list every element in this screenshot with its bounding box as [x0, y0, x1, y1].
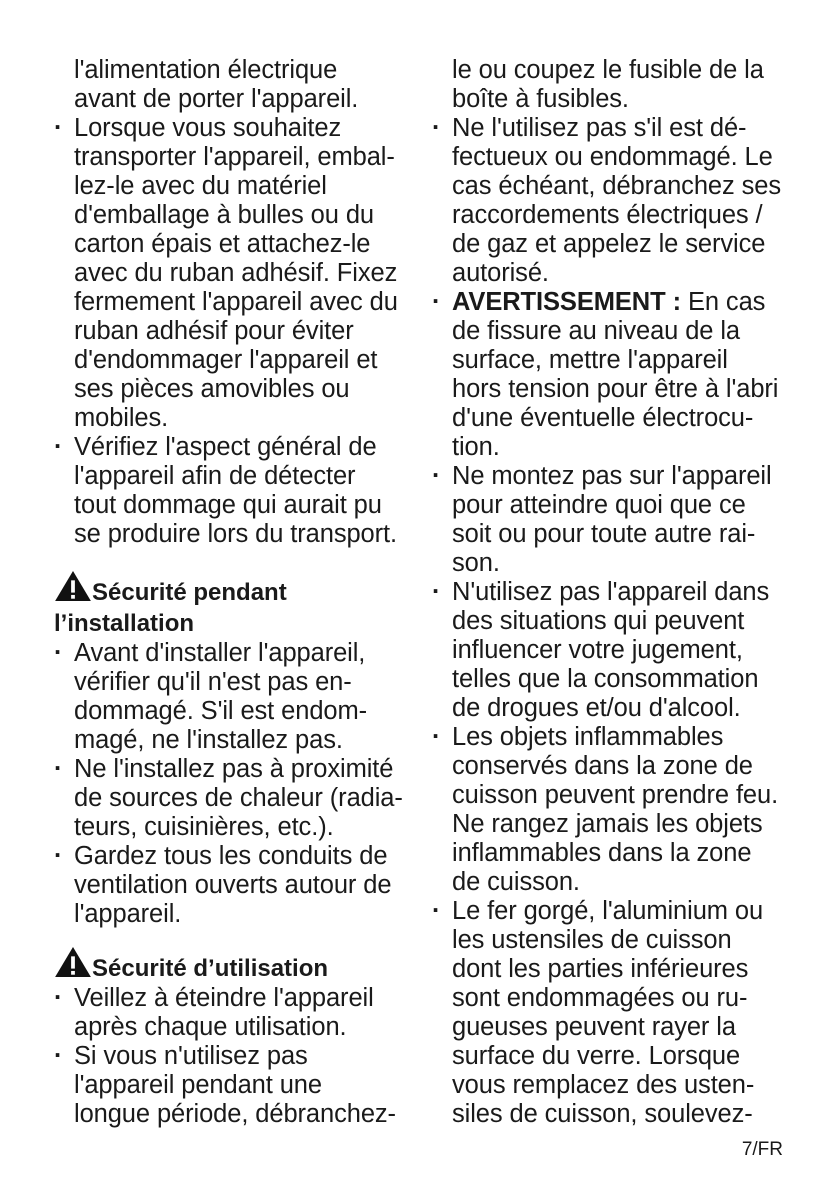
list-item: · Gardez tous les conduits de: [54, 842, 414, 871]
text-line: cas échéant, débranchez ses: [452, 172, 782, 200]
list-item: · Avant d'installer l'appareil,: [54, 639, 414, 668]
list-item: · N'utilisez pas l'appareil dans: [432, 578, 792, 607]
text-line: fermement l'appareil avec du: [74, 288, 398, 316]
text-line: magé, ne l'installez pas.: [74, 726, 343, 754]
text-line: le ou coupez le fusible de la: [452, 56, 764, 84]
text-line: son.: [452, 549, 500, 577]
list-item: · Veillez à éteindre l'appareil: [54, 984, 414, 1013]
text-line: influencer votre jugement,: [452, 636, 743, 664]
list-item: · Les objets inflammables: [432, 723, 792, 752]
text-line: dommagé. S'il est endom-: [74, 697, 368, 725]
text-line: tion.: [452, 433, 500, 461]
text-line: teurs, cuisinières, etc.).: [74, 813, 334, 841]
text-line: l'appareil afin de détecter: [74, 462, 356, 490]
warning-item: [432, 288, 792, 317]
text-line: des situations qui peuvent: [452, 607, 745, 635]
text-line: de cuisson.: [452, 868, 580, 896]
text-line: surface du verre. Lorsque: [452, 1042, 741, 1070]
list-item: · Lorsque vous souhaitez: [54, 114, 414, 143]
installation-safety-heading: [54, 570, 414, 608]
text-line: ventilation ouverts autour de: [74, 871, 392, 899]
heading-text: l’installation: [54, 610, 195, 637]
text-line: soit ou pour toute autre rai-: [452, 520, 756, 548]
text-line: ses pièces amovibles ou: [74, 375, 350, 403]
text-line: les ustensiles de cuisson: [452, 926, 732, 954]
text-line: gueuses peuvent rayer la: [452, 1013, 736, 1041]
warning-icon: [54, 570, 92, 602]
text-line: mobiles.: [74, 404, 169, 432]
list-item: · Si vous n'utilisez pas: [54, 1042, 414, 1071]
text-line: avec du ruban adhésif. Fixez: [74, 259, 398, 287]
list-item: · Ne montez pas sur l'appareil: [432, 462, 792, 491]
warning-label: AVERTISSEMENT :: [452, 288, 681, 316]
text-line: longue période, débranchez-: [74, 1100, 396, 1128]
text-line: après chaque utilisation.: [74, 1013, 347, 1041]
text-line: carton épais et attachez-le: [74, 230, 371, 258]
left-column: [54, 56, 414, 1129]
text-line: inflammables dans la zone: [452, 839, 752, 867]
text-line: lez-le avec du matériel: [74, 172, 327, 200]
list-item: · Vérifiez l'aspect général de: [54, 433, 414, 462]
text-line: sont endommagées ou ru-: [452, 984, 748, 1012]
text-line: l'appareil.: [74, 900, 182, 928]
text-line: de fissure au niveau de la: [452, 317, 741, 345]
page-number: 7/FR: [741, 1139, 783, 1160]
text-line: cuisson peuvent prendre feu.: [452, 781, 779, 809]
text-line: transporter l'appareil, embal-: [74, 143, 395, 171]
text-line: vous remplacez des usten-: [452, 1071, 755, 1099]
text-line: l'appareil pendant une: [74, 1071, 322, 1099]
text-line: de drogues et/ou d'alcool.: [452, 694, 741, 722]
list-item: · Ne l'installez pas à proximité: [54, 755, 414, 784]
heading-text: Sécurité d’utilisation: [92, 955, 329, 982]
text-line: de gaz et appelez le service: [452, 230, 766, 258]
text-line: avant de porter l'appareil.: [74, 85, 359, 113]
list-item: · Le fer gorgé, l'aluminium ou: [432, 897, 792, 926]
text-line: dont les parties inférieures: [452, 955, 749, 983]
text-line: boîte à fusibles.: [452, 85, 629, 113]
text-line: siles de cuisson, soulevez-: [452, 1100, 753, 1128]
text-line: hors tension pour être à l'abri: [452, 375, 779, 403]
text-line: d'endommager l'appareil et: [74, 346, 378, 374]
text-line: surface, mettre l'appareil: [452, 346, 728, 374]
text-line: ruban adhésif pour éviter: [74, 317, 354, 345]
list-item: · Ne l'utilisez pas s'il est dé-: [432, 114, 792, 143]
text-line: d'emballage à bulles ou du: [74, 201, 374, 229]
text-line: tout dommage qui aurait pu: [74, 491, 382, 519]
text-line: conservés dans la zone de: [452, 752, 753, 780]
usage-safety-heading: [54, 946, 414, 984]
text-line: d'une éventuelle électrocu-: [452, 404, 754, 432]
text-line: vérifier qu'il n'est pas en-: [74, 668, 352, 696]
text-line: fectueux ou endommagé. Le: [452, 143, 773, 171]
text-line: se produire lors du transport.: [74, 520, 397, 548]
text-line: telles que la consommation: [452, 665, 759, 693]
heading-text: Sécurité pendant: [92, 579, 287, 606]
text-line: l'alimentation électrique: [74, 56, 338, 84]
warning-text: En cas: [680, 288, 766, 316]
warning-icon: [54, 946, 92, 978]
text-line: pour atteindre quoi que ce: [452, 491, 746, 519]
text-line: de sources de chaleur (radia-: [74, 784, 403, 812]
text-line: Ne rangez jamais les objets: [452, 810, 763, 838]
text-line: raccordements électriques /: [452, 201, 763, 229]
right-column: [432, 56, 792, 1129]
text-line: autorisé.: [452, 259, 549, 287]
